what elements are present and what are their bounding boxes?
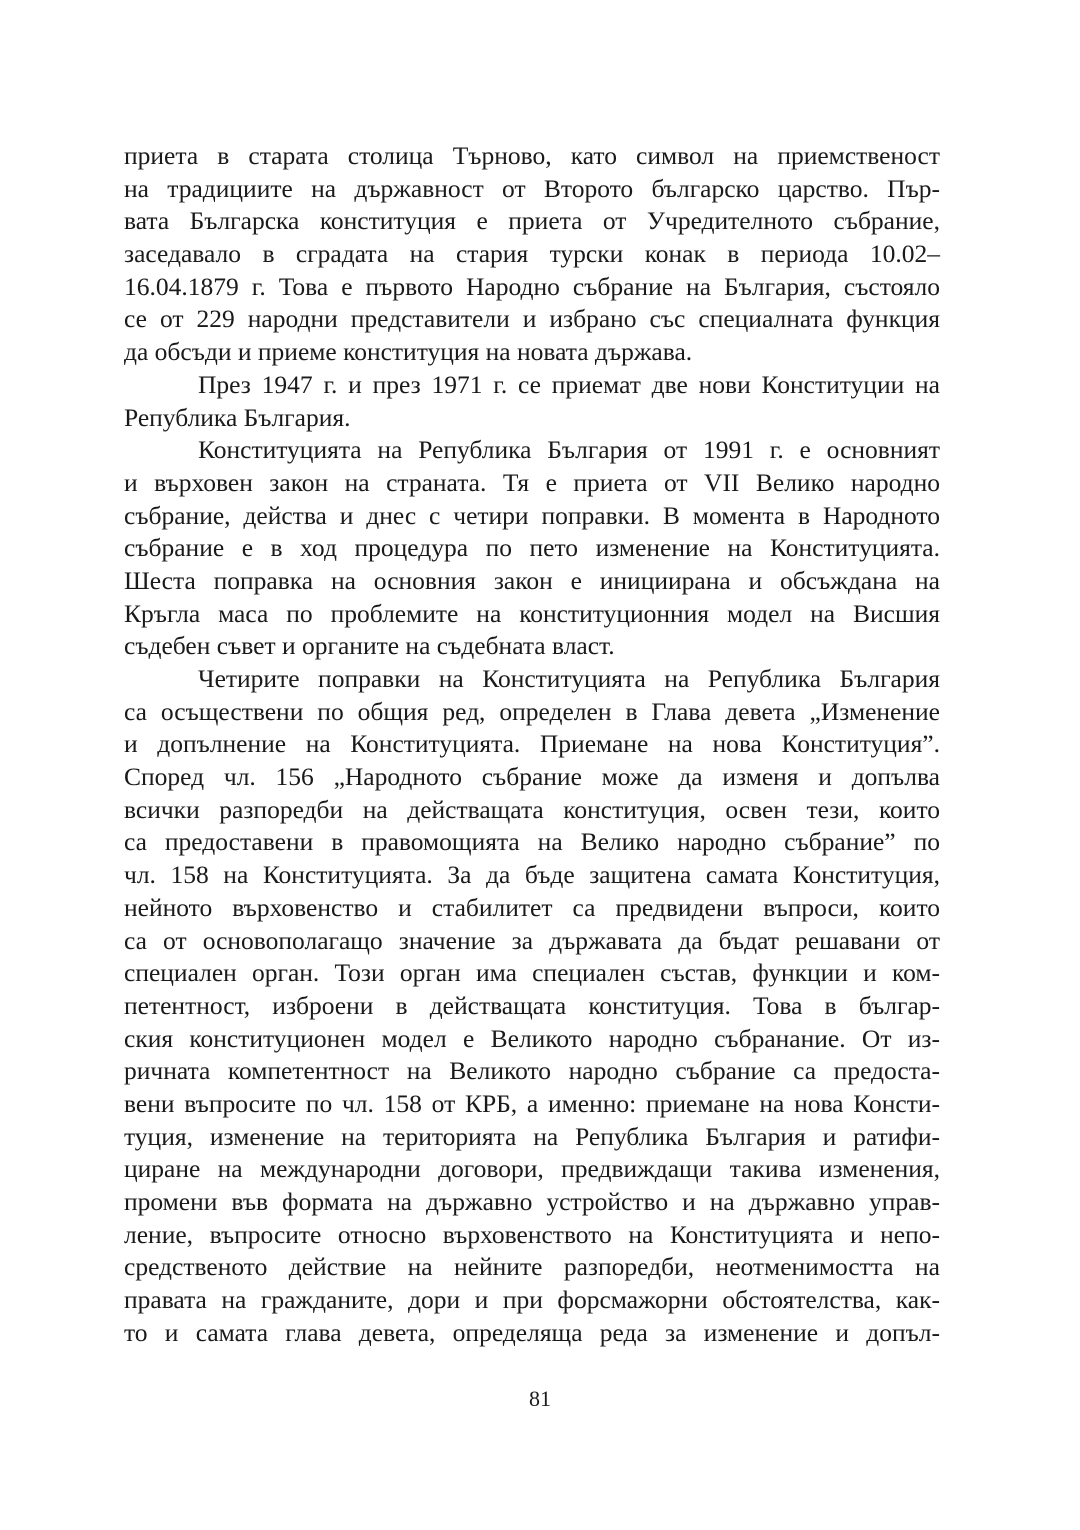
text-line: нейното върховенство и стабилитет са предвидени въпроси, които (124, 892, 940, 922)
text-line: и върховен закон на страната. Тя е приета от VII Велико народно (124, 467, 940, 497)
text-line: правата на гражданите, дори и при форсмажорни обстоятелства, как- (124, 1285, 940, 1315)
text-line: събрание, действа и днес с четири поправки. В момента в Народното (124, 500, 940, 530)
text-line: вата Българска конституция е приета от Учредителното събрание, (124, 206, 940, 236)
text-line: ричната компетентност на Великото народно събрание са предоста- (124, 1056, 940, 1086)
text-line: ския конституционен модел е Великото народно събранание. От из- (124, 1023, 940, 1053)
paragraph-start-line: През 1947 г. и през 1971 г. се приемат две нови Конституции на (198, 369, 940, 399)
text-line: промени във формата на държавно устройство и на държавно управ- (124, 1187, 940, 1216)
text-line: циране на международни договори, предвиждащи такива изменения, (124, 1154, 940, 1184)
text-line: петентност, изброени в действащата конституция. Това в българ- (124, 990, 940, 1020)
text-line: са осъществени по общия ред, определен в Глава девета „Изменение (124, 696, 940, 726)
text-line: 16.04.1879 г. Това е първото Народно събрание на България, състояло (124, 271, 940, 301)
text-line: са предоставени в правомощията на Велико народно събрание” по (124, 827, 940, 857)
text-line: заседавало в сградата на стария турски конак в периода 10.02– (124, 239, 940, 269)
text-line: се от 229 народни представители и избрано със специалната функция (124, 304, 940, 334)
text-line: съдебен съвет и органите на съдебната власт. (124, 631, 615, 661)
text-line: средственото действие на нейните разпоредби, неотменимостта на (124, 1252, 940, 1282)
text-line: то и самата глава девета, определяща реда за изменение и допъл- (124, 1317, 940, 1347)
page-number: 81 (529, 1386, 551, 1411)
paragraph-start-line: Конституцията на Република България от 1991 г. е основният (198, 435, 940, 465)
text-line: ление, въпросите относно върховенството на Конституцията и непо- (124, 1219, 940, 1249)
paragraph-start-line: Четирите поправки на Конституцията на Република България (198, 664, 940, 693)
text-line: Според чл. 156 „Народното събрание може да изменя и допълва (124, 762, 940, 792)
text-line: Република България. (124, 402, 351, 432)
text-line: туция, изменение на територията на Република България и ратифи- (124, 1121, 940, 1151)
text-line: чл. 158 на Конституцията. За да бъде защитена самата Конституция, (124, 860, 940, 890)
text-line: всички разпоредби на действащата конституция, освен тези, които (124, 794, 940, 824)
text-line: Шеста поправка на основния закон е инициирана и обсъждана на (124, 565, 940, 595)
text-line: са от основополагащо значение за държавата да бъдат решавани от (124, 925, 940, 955)
text-line: на традициите на държавност от Второто българско царство. Пър- (124, 173, 940, 203)
text-line: вени въпросите по чл. 158 от КРБ, а именно: приемане на нова Консти- (124, 1088, 940, 1118)
text-line: да обсъди и приеме конституция на новата държава. (124, 337, 693, 367)
text-line: приета в старата столица Търново, като символ на приемственост (124, 141, 940, 170)
body-text (124, 140, 940, 1349)
text-line: събрание е в ход процедура по пето изменение на Конституцията. (124, 533, 940, 563)
text-line: специален орган. Този орган има специален състав, функции и ком- (124, 958, 940, 988)
text-line: Кръгла маса по проблемите на конституционния модел на Висшия (124, 598, 940, 628)
text-line: и допълнение на Конституцията. Приемане на нова Конституция”. (124, 729, 940, 759)
